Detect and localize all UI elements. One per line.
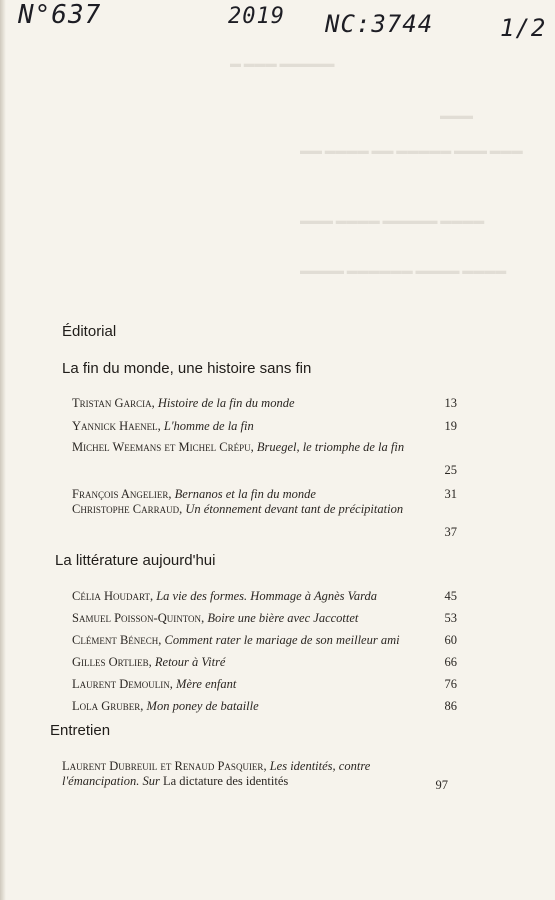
handwritten-part-number: 1/2 <box>500 14 547 42</box>
section-title: Entretien <box>50 722 111 739</box>
entry-page: 76 <box>444 677 457 691</box>
entry-separator: , <box>169 677 177 691</box>
entry-author: Gilles Ortlieb <box>72 655 149 669</box>
entry-title: Les identités, contre l'émancipation. Sur <box>62 759 371 788</box>
entry-author: Tristan Garcia <box>72 396 152 410</box>
handwritten-catalog-code: NC:3744 <box>325 10 434 38</box>
entry-page: 37 <box>444 525 457 539</box>
entry-separator: , <box>140 699 147 713</box>
entry-page: 86 <box>444 699 457 713</box>
entry-author: Célia Houdart <box>72 589 150 603</box>
entry-author: Christophe Carraud <box>72 502 180 516</box>
entry-separator: , <box>168 487 175 501</box>
entry-author: Laurent Dubreuil et Renaud Pasquier <box>62 759 264 773</box>
entry-separator: , <box>149 589 157 603</box>
entry-author: Clément Bénech <box>72 633 159 647</box>
reverse-side-bleed: ▬ ▬▬▬ ▬▬▬▬▬ <box>230 58 335 70</box>
entry-separator: , <box>179 502 186 516</box>
entry-page: 45 <box>444 589 457 603</box>
entry-title: Comment rater le mariage de son meilleur ami <box>164 633 400 647</box>
entry-author: Laurent Demoulin <box>72 677 170 691</box>
entry-page: 19 <box>444 419 457 433</box>
toc-entry <box>72 487 457 502</box>
toc-entry <box>72 589 457 604</box>
entry-author: Yannick Haenel <box>72 419 158 433</box>
entry-title: Boire une bière avec Jaccottet <box>207 611 359 625</box>
entry-title: Mon poney de bataille <box>146 699 259 713</box>
section-title: La fin du monde, une histoire sans fin <box>62 360 312 377</box>
entry-page: 13 <box>444 396 457 410</box>
reverse-side-bleed: ▬▬ ▬▬▬▬ ▬▬ ▬▬▬▬▬ ▬▬▬ ▬▬▬ <box>300 145 523 157</box>
toc-entry <box>72 440 457 478</box>
entry-separator: , <box>148 655 155 669</box>
toc-entry <box>72 677 457 692</box>
reverse-side-bleed: ▬▬▬ <box>440 110 473 122</box>
reverse-side-bleed: ▬▬▬▬ ▬▬▬▬▬▬ ▬▬▬▬ ▬▬▬▬ <box>300 265 507 277</box>
entry-title: Retour à Vitré <box>154 655 226 669</box>
editorial-heading: Éditorial <box>62 323 117 340</box>
toc-entry <box>72 611 457 626</box>
entry-separator: , <box>151 396 158 410</box>
entry-title: Un étonnement devant tant de précipitation <box>185 502 404 516</box>
entry-title: L'homme de la fin <box>163 419 254 433</box>
toc-entry <box>72 396 457 411</box>
entry-title: La vie des formes. Hommage à Agnès Varda <box>156 589 378 603</box>
section-title: La littérature aujourd'hui <box>55 552 216 569</box>
entry-page: 97 <box>435 778 448 792</box>
toc-entry <box>72 502 457 540</box>
reverse-side-bleed: ▬▬▬ ▬▬▬▬ ▬▬▬▬▬ ▬▬▬▬ <box>300 215 485 227</box>
toc-entry <box>72 419 457 434</box>
toc-entry <box>62 759 448 793</box>
entry-author: Samuel Poisson-Quinton <box>72 611 202 625</box>
entry-separator: , <box>157 419 164 433</box>
entry-title: Mère enfant <box>176 677 237 691</box>
entry-author: Lola Gruber <box>72 699 141 713</box>
page-edge-shadow <box>0 0 6 900</box>
entry-separator: , <box>201 611 208 625</box>
toc-entry <box>72 655 457 670</box>
entry-page: 66 <box>444 655 457 669</box>
entry-author: Michel Weemans et Michel Crépu <box>72 440 251 454</box>
entry-page: 60 <box>444 633 457 647</box>
handwritten-issue-number: N°637 <box>18 0 102 30</box>
entry-separator: , <box>263 759 270 773</box>
entry-title: Histoire de la fin du monde <box>157 396 295 410</box>
toc-entry <box>72 633 457 648</box>
entry-page: 25 <box>444 463 457 477</box>
entry-author: François Angelier <box>72 487 169 501</box>
entry-page: 53 <box>444 611 457 625</box>
entry-title-rest: La dictature des identités <box>159 774 289 788</box>
entry-title: Bruegel, le triomphe de la fin <box>256 440 405 454</box>
entry-page: 31 <box>444 487 457 501</box>
entry-separator: , <box>250 440 257 454</box>
entry-title: Bernanos et la fin du monde <box>174 487 316 501</box>
toc-entry <box>72 699 457 714</box>
entry-separator: , <box>158 633 165 647</box>
handwritten-year: 2019 <box>228 4 285 29</box>
